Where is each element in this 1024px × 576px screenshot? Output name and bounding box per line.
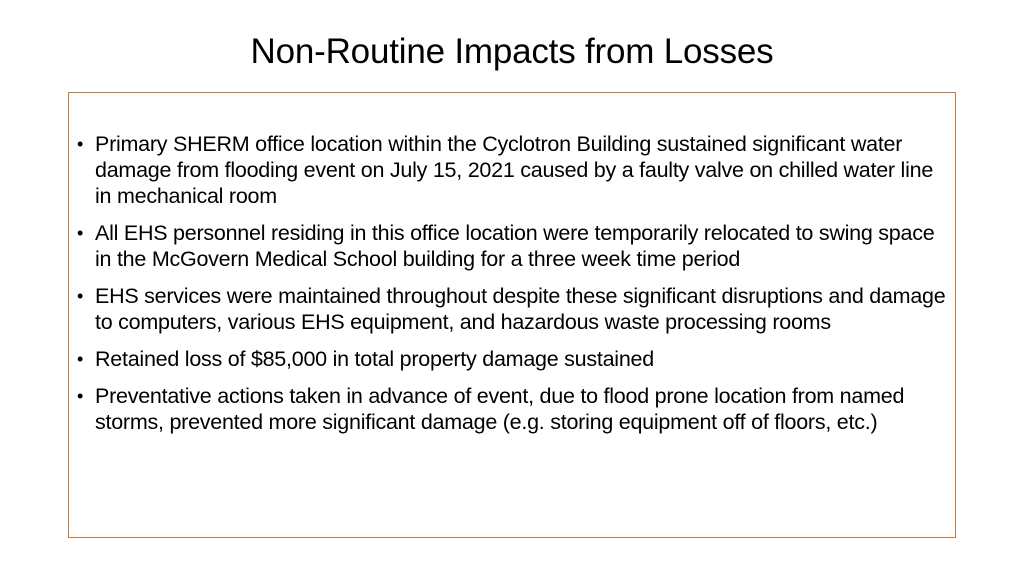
bullet-text: Primary SHERM office location within the Cyclotron Building sustained significant water damage from flooding event on July 15, 2021 caused by a faulty valve on chilled water line in mechanical room xyxy=(95,132,934,208)
bullet-item xyxy=(75,383,947,435)
bullet-list xyxy=(75,131,947,446)
bullet-item xyxy=(75,131,947,209)
bullet-item xyxy=(75,283,947,335)
bullet-item xyxy=(75,220,947,272)
bullet-text: Retained loss of $85,000 in total property damage sustained xyxy=(95,347,654,371)
bullet-text: EHS services were maintained throughout despite these significant disruptions and damage to computers, various EHS equipment, and hazardous waste processing rooms xyxy=(95,284,946,334)
bullet-icon: • xyxy=(77,349,84,369)
bullet-icon: • xyxy=(77,134,84,154)
slide-title: Non-Routine Impacts from Losses xyxy=(250,32,774,71)
bullet-text: Preventative actions taken in advance of event, due to flood prone location from named storms, prevented more significant damage (e.g. storing equipment off of floors, etc.) xyxy=(95,384,905,434)
bullet-icon: • xyxy=(77,286,84,306)
bullet-icon: • xyxy=(77,386,84,406)
bullet-item xyxy=(75,346,947,372)
bullet-text: All EHS personnel residing in this office location were temporarily relocated to swing space in the McGovern Medical School building for a three week time period xyxy=(95,221,935,271)
bullet-icon: • xyxy=(77,223,84,243)
content-box xyxy=(68,92,956,538)
